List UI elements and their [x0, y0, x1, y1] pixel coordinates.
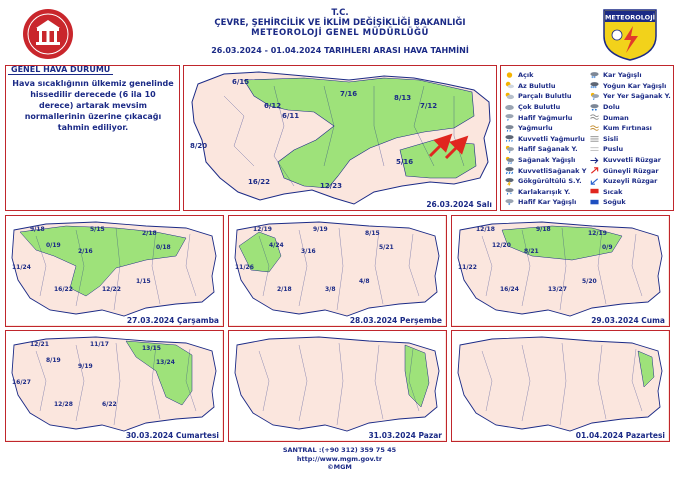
legend-item [504, 144, 590, 155]
light-rain-icon [504, 113, 515, 122]
legend-label: Sıcak [603, 187, 623, 196]
legend-label: Yağmurlu [518, 124, 553, 133]
map-main [183, 65, 497, 211]
legend-item [589, 91, 675, 102]
legend-label: Gökgürültülü S.Y. [518, 177, 582, 186]
legend-label: Duman [603, 113, 629, 122]
legend-label: Sağanak Yağışlı [518, 156, 576, 165]
legend-label: Kuzeyli Rüzgar [603, 177, 658, 186]
legend-item [589, 176, 675, 187]
heavy-rain-icon [504, 134, 515, 143]
temp-label: 11/17 [90, 341, 109, 348]
hot-icon [589, 187, 600, 196]
legend-item [589, 81, 675, 92]
temp-label: 16/22 [54, 286, 73, 293]
ministry-logo [22, 8, 74, 60]
map-date: 29.03.2024 Cuma [591, 316, 665, 325]
sandstorm-icon [589, 124, 600, 133]
legend-item [504, 112, 590, 123]
meteoroloji-logo [600, 6, 660, 62]
temp-label: 0/19 [46, 242, 61, 249]
north-wind-icon [589, 177, 600, 186]
map-day [228, 330, 447, 442]
legend-label: Yer Yer Sağanak Y. [603, 92, 671, 101]
sun-icon [504, 71, 515, 80]
south-wind-icon [589, 166, 600, 175]
strong-wind-icon [589, 156, 600, 165]
temp-label: 4/8 [359, 278, 370, 285]
light-shower-icon [504, 145, 515, 154]
temp-label: 12/23 [320, 182, 343, 190]
general-weather-panel [5, 65, 180, 211]
legend-label: Kar Yağışlı [603, 71, 642, 80]
temp-label: 13/15 [142, 345, 161, 352]
header-line-2: ÇEVRE, ŞEHİRCİLİK VE İKLİM DEĞİŞİKLİĞİ BAKANLIĞI [214, 18, 466, 28]
meteoroloji-logo-text: METEOROLOJİ [604, 13, 656, 22]
legend-item [504, 187, 590, 198]
legend-label: Soğuk [603, 198, 626, 207]
sleet-icon [504, 187, 515, 196]
smoke-icon [589, 113, 600, 122]
map-day [451, 330, 670, 442]
legend-label: Yoğun Kar Yağışlı [603, 81, 667, 90]
turkey-map [229, 331, 445, 440]
legend-label: KuvvetliSağanak Y [518, 166, 587, 175]
legend-label: Açık [518, 71, 534, 80]
temp-label: 0/18 [156, 244, 171, 251]
header-line-3: METEOROLOJİ GENEL MÜDÜRLÜĞÜ [251, 28, 429, 38]
legend-label: Karlakarışık Y. [518, 187, 571, 196]
legend-label: Dolu [603, 103, 620, 112]
legend-item [589, 197, 675, 208]
temp-label: 4/24 [269, 242, 284, 249]
svg-text:**: ** [591, 75, 596, 80]
svg-text:*: * [508, 202, 511, 207]
temp-label: 16/24 [500, 286, 519, 293]
legend-label: Az Bulutlu [518, 81, 556, 90]
temp-label: 6/12 [264, 102, 282, 110]
legend-item [589, 102, 675, 113]
footer [0, 446, 679, 472]
shower-icon [504, 156, 515, 165]
temp-label: 5/21 [379, 244, 394, 251]
temp-label: 9/19 [78, 363, 93, 370]
temp-label: 6/15 [232, 78, 250, 86]
light-snow-icon [504, 198, 515, 207]
fog-icon [589, 134, 600, 143]
heavy-snow-icon [589, 81, 600, 90]
cold-icon [589, 198, 600, 207]
temp-label: 6/22 [102, 401, 117, 408]
partly-sunny-icon [504, 81, 515, 90]
legend-item [504, 70, 590, 81]
map-date: 01.04.2024 Pazartesi [575, 431, 665, 440]
rain-icon [504, 124, 515, 133]
legend-column-1 [504, 70, 590, 208]
footer-phone: SANTRAL :(+90 312) 359 75 45 [282, 446, 397, 454]
map-day [228, 215, 447, 327]
haze-icon [589, 145, 600, 154]
temp-label: 5/15 [90, 226, 105, 233]
legend-item [589, 187, 675, 198]
temp-label: 5/20 [582, 278, 597, 285]
temp-label: 5/16 [396, 158, 414, 166]
map-date: 27.03.2024 Çarşamba [126, 316, 219, 325]
legend-label: Puslu [603, 145, 624, 154]
scattered-shower-icon [589, 92, 600, 101]
temp-label: 16/27 [12, 379, 31, 386]
temp-label: 12/20 [492, 242, 511, 249]
legend-item [589, 134, 675, 145]
legend-label: Kuvvetli Rüzgar [603, 156, 661, 165]
legend-item [589, 155, 675, 166]
temp-label: 8/15 [365, 230, 380, 237]
temp-label: 12/21 [30, 341, 49, 348]
temp-label: 11/24 [12, 264, 31, 271]
partly-cloudy-icon [504, 92, 515, 101]
header-line-1: T.C. [331, 8, 349, 18]
legend-item [589, 144, 675, 155]
thunder-icon [504, 177, 515, 186]
temp-label: 3/16 [301, 248, 316, 255]
temp-label: 7/16 [340, 90, 358, 98]
svg-text:*: * [509, 192, 512, 197]
forecast-period: 26.03.2024 - 01.04.2024 TARIHLERI ARASI HAVA TAHMİNİ [211, 46, 469, 55]
temp-label: 13/24 [156, 359, 175, 366]
legend-item [589, 123, 675, 134]
legend-item [504, 165, 590, 176]
footer-web: http://www.mgm.gov.tr [296, 454, 383, 463]
legend-item [504, 134, 590, 145]
map-date: 28.03.2024 Perşembe [349, 316, 442, 325]
cloud-icon [504, 103, 515, 112]
legend-label: Hafif Sağanak Y. [518, 145, 578, 154]
header [0, 0, 679, 62]
temp-label: 12/19 [253, 226, 272, 233]
legend-label: Güneyli Rüzgar [603, 166, 659, 175]
legend-label: Parçalı Bulutlu [518, 92, 572, 101]
legend-item [504, 155, 590, 166]
general-weather-title: GENEL HAVA DURUMU [8, 65, 113, 75]
legend-panel [500, 65, 674, 211]
map-day [5, 215, 224, 327]
temp-label: 13/27 [548, 286, 567, 293]
svg-text:***: *** [590, 85, 597, 91]
map-date: 26.03.2024 Salı [426, 200, 492, 209]
legend-item [504, 123, 590, 134]
heavy-shower-icon [504, 166, 515, 175]
temp-label: 8/20 [190, 142, 208, 150]
temp-label: 1/15 [136, 278, 151, 285]
temp-label: 12/28 [54, 401, 73, 408]
legend-label: Hafif Kar Yağışlı [518, 198, 577, 207]
temp-label: 2/16 [78, 248, 93, 255]
footer-copyright: ©MGM [327, 463, 352, 471]
legend-label: Çok Bulutlu [518, 103, 561, 112]
legend-item [589, 112, 675, 123]
legend-label: Kuvvetli Yağmurlu [518, 134, 585, 143]
turkey-map [452, 331, 668, 440]
temp-label: 16/22 [248, 178, 271, 186]
temp-label: 12/18 [476, 226, 495, 233]
legend-item [504, 102, 590, 113]
temp-label: 8/19 [46, 357, 61, 364]
temp-label: 8/13 [394, 94, 412, 102]
map-date: 31.03.2024 Pazar [368, 431, 442, 440]
snow-icon [589, 71, 600, 80]
legend-item [504, 91, 590, 102]
legend-item [504, 197, 590, 208]
temp-label: 6/11 [282, 112, 300, 120]
map-date: 30.03.2024 Cumartesi [125, 431, 219, 440]
legend-label: Hafif Yağmurlu [518, 113, 573, 122]
temp-label: 2/18 [277, 286, 292, 293]
temp-label: 7/12 [420, 102, 438, 110]
temp-label: 9/19 [313, 226, 328, 233]
temp-label: 12/22 [102, 286, 121, 293]
map-day [5, 330, 224, 442]
legend-item [589, 70, 675, 81]
temp-label: 2/18 [142, 230, 157, 237]
hail-icon [589, 103, 600, 112]
map-day [451, 215, 670, 327]
legend-item [504, 176, 590, 187]
temp-label: 9/18 [30, 226, 45, 233]
legend-column-2 [589, 70, 675, 208]
legend-label: Kum Fırtınası [603, 124, 652, 133]
general-weather-text: Hava sıcaklığının ülkemiz genelinde hissedilir derecede (6 ila 10 derece) artarak mevsim normallerinin üzerine çıkacağı tahmin ediliyor. [12, 79, 174, 132]
temp-label: 8/21 [524, 248, 539, 255]
temp-label: 3/8 [325, 286, 336, 293]
temp-label: 11/22 [458, 264, 477, 271]
legend-label: Sisli [603, 134, 619, 143]
temp-label: 11/26 [235, 264, 254, 271]
temp-label: 12/19 [588, 230, 607, 237]
temp-label: 9/18 [536, 226, 551, 233]
temp-label: 0/9 [602, 244, 613, 251]
legend-item [504, 81, 590, 92]
legend-item [589, 165, 675, 176]
